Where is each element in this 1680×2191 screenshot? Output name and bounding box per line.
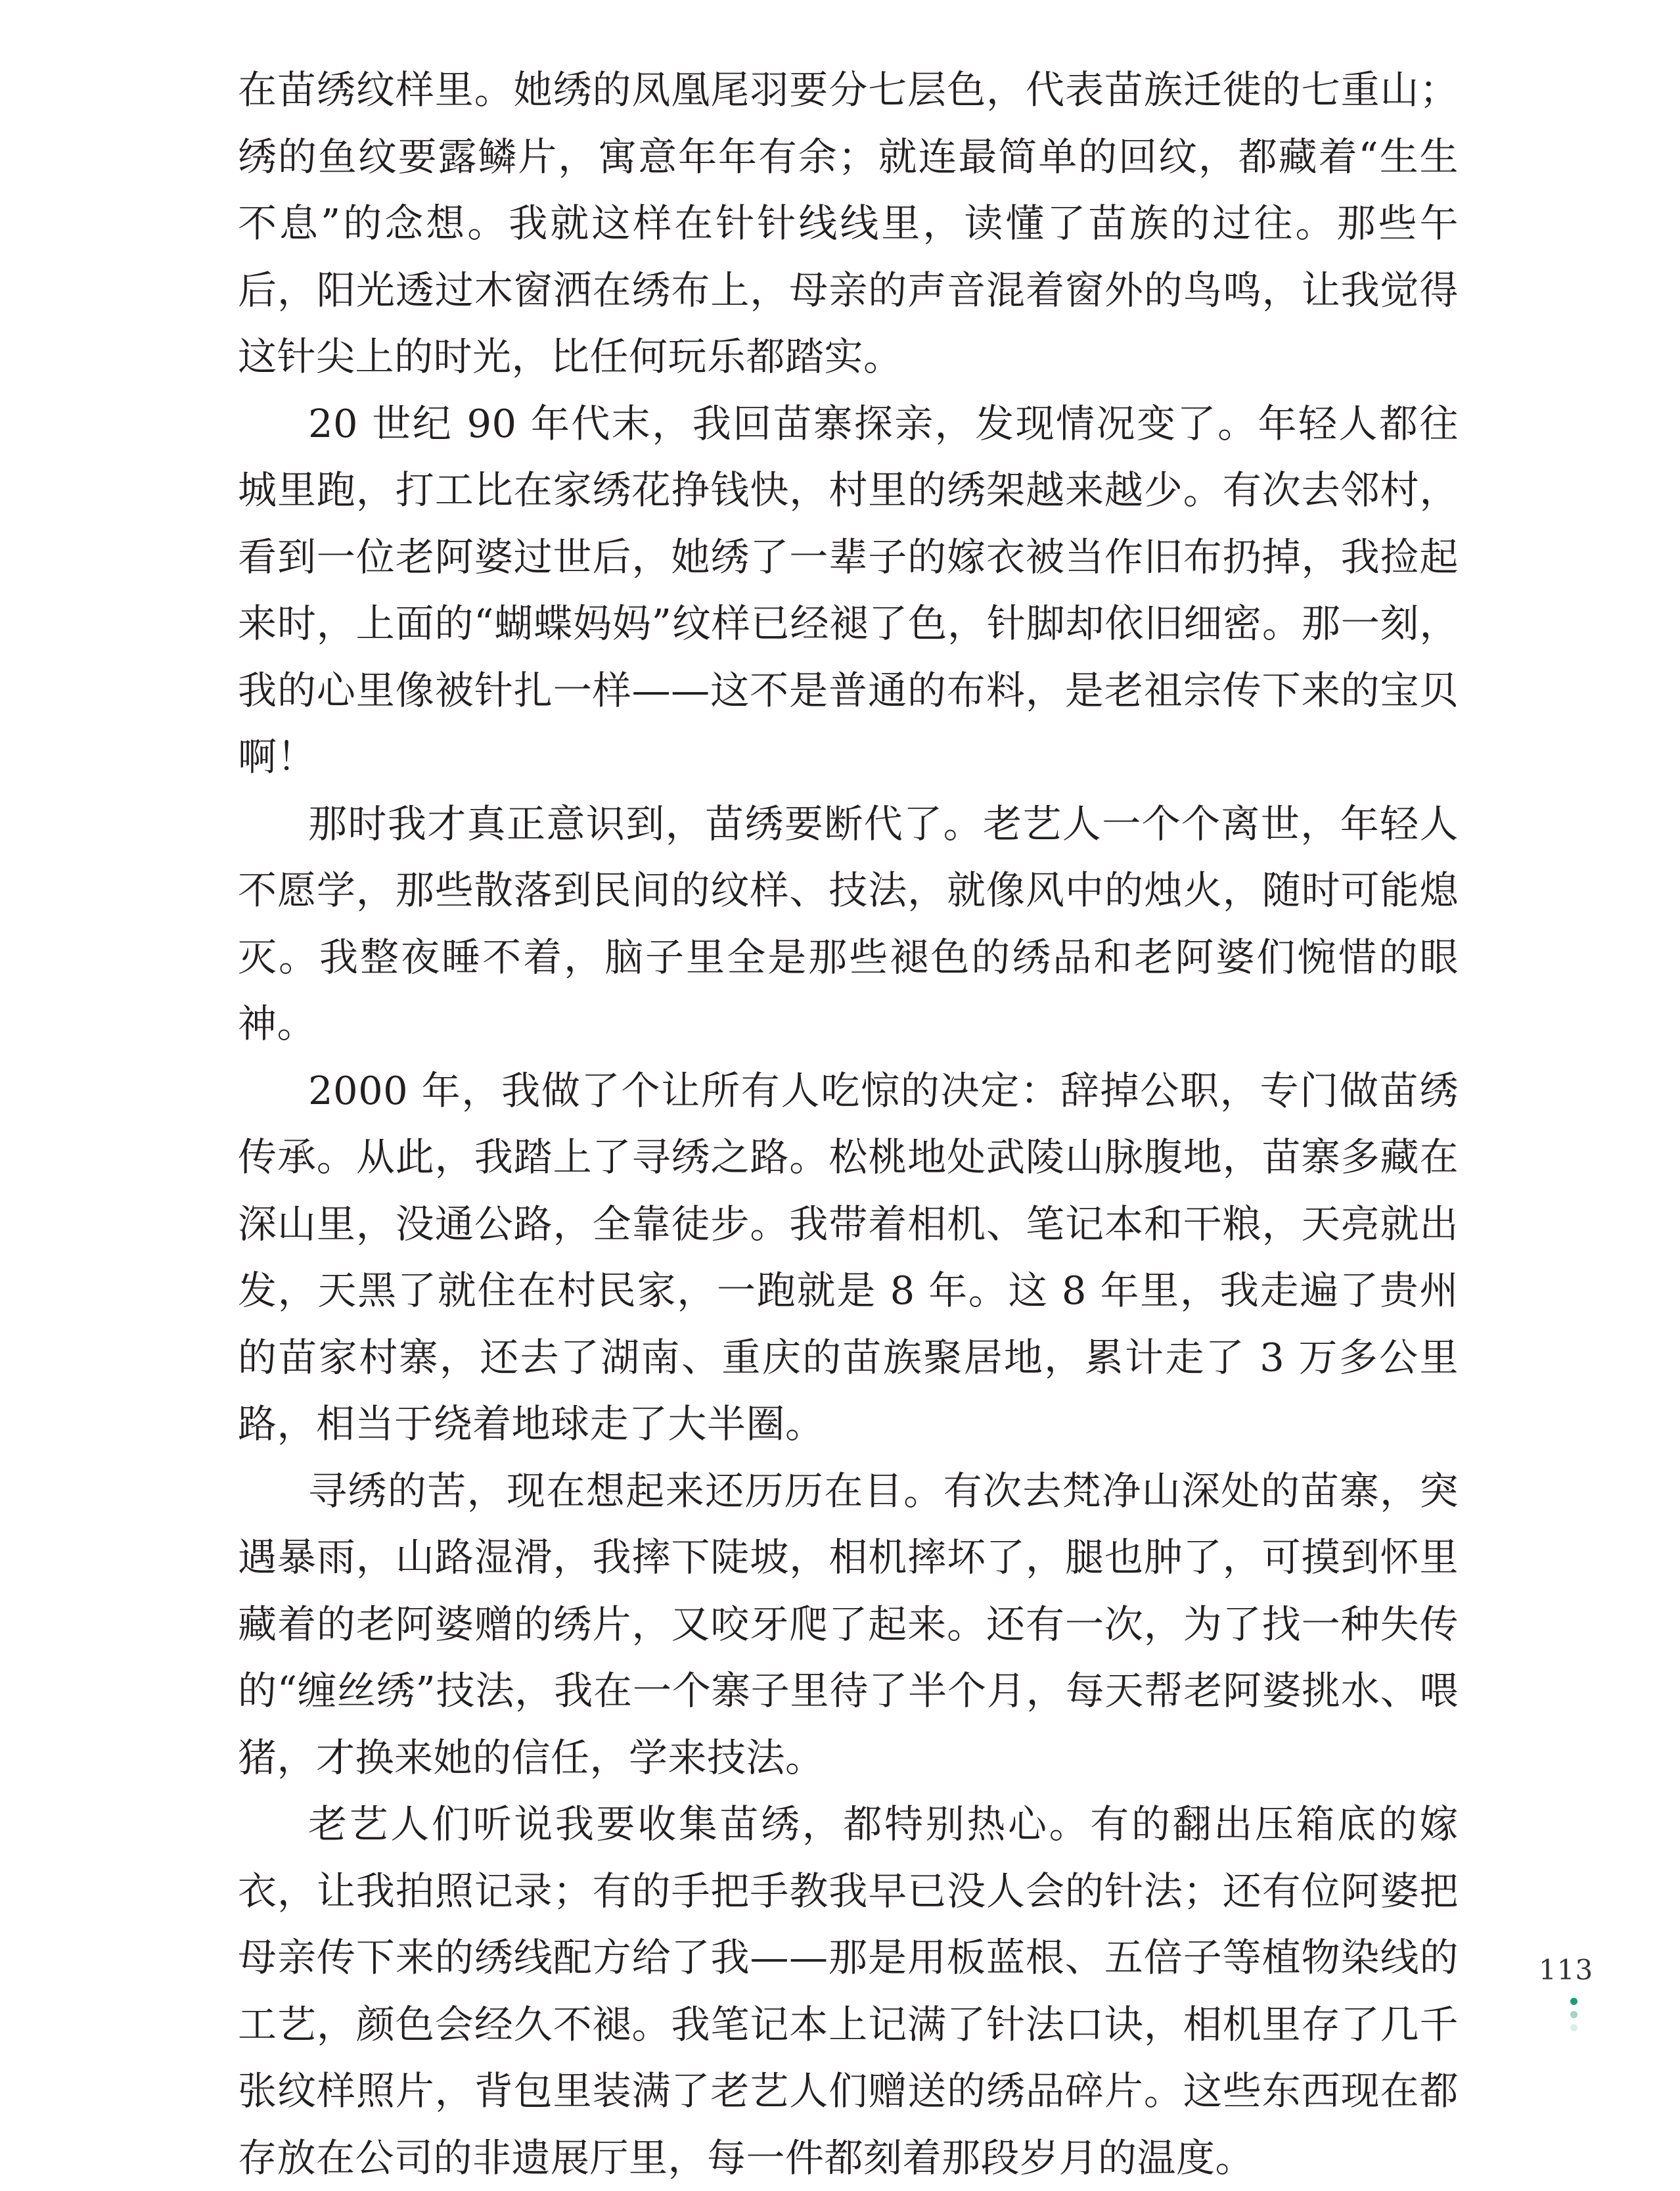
page-decoration-dots bbox=[1570, 1998, 1579, 2037]
decoration-dot-3 bbox=[1570, 2024, 1578, 2031]
paragraph-1: 在苗绣纹样里。她绣的凤凰尾羽要分七层色，代表苗族迁徙的七重山；绣的鱼纹要露鳞片，寓意年年有余；就连最简单的回纹，都藏着“生生不息”的念想。我就这样在针针线线里，读懂了苗族的过往。那些午后，阳光透过木窗洒在绣布上，母亲的声音混着窗外的鸟鸣，让我觉得这针尖上的时光，比任何玩乐都踏实。 bbox=[238, 67, 1459, 379]
decoration-dot-1 bbox=[1570, 1998, 1578, 2005]
paragraph-3: 那时我才真正意识到，苗绣要断代了。老艺人一个个离世，年轻人不愿学，那些散落到民间的纹样、技法，就像风中的烛火，随时可能熄灭。我整夜睡不着，脑子里全是那些褪色的绣品和老阿婆们惋惜的眼神。 bbox=[238, 800, 1459, 1046]
decoration-dot-2 bbox=[1570, 2011, 1578, 2018]
paragraph-4: 2000 年，我做了个让所有人吃惊的决定：辞掉公职，专门做苗绣传承。从此，我踏上了寻绣之路。松桃地处武陵山脉腹地，苗寨多藏在深山里，没通公路，全靠徒步。我带着相机、笔记本和干粮，天亮就出发，天黑了就住在村民家，一跑就是 8 年。这 8 年里，我走遍了贵州的苗家村寨，还去了湖南、重庆的苗族聚居地，累计走了 3 万多公里路，相当于绕着地球走了大半圈。 bbox=[238, 1067, 1459, 1446]
paragraph-5: 寻绣的苦，现在想起来还历历在目。有次去梵净山深处的苗寨，突遇暴雨，山路湿滑，我摔下陡坡，相机摔坏了，腿也肿了，可摸到怀里藏着的老阿婆赠的绣片，又咬牙爬了起来。还有一次，为了找一种失传的“缠丝绣”技法，我在一个寨子里待了半个月，每天帮老阿婆挑水、喂猪，才换来她的信任，学来技法。 bbox=[238, 1467, 1459, 1780]
page-body bbox=[238, 57, 1459, 2191]
page-number: 113 bbox=[1539, 1954, 1594, 1986]
paragraph-2: 20 世纪 90 年代末，我回苗寨探亲，发现情况变了。年轻人都往城里跑，打工比在家绣花挣钱快，村里的绣架越来越少。有次去邻村，看到一位老阿婆过世后，她绣了一辈子的嫁衣被当作旧布扔掉，我捡起来时，上面的“蝴蝶妈妈”纹样已经褪了色，针脚却依旧细密。那一刻，我的心里像被针扎一样——这不是普通的布料，是老祖宗传下来的宝贝啊！ bbox=[238, 400, 1459, 779]
paragraph-6: 老艺人们听说我要收集苗绣，都特别热心。有的翻出压箱底的嫁衣，让我拍照记录；有的手把手教我早已没人会的针法；还有位阿婆把母亲传下来的绣线配方给了我——那是用板蓝根、五倍子等植物染线的工艺，颜色会经久不褪。我笔记本上记满了针法口诀，相机里存了几千张纹样照片，背包里装满了老艺人们赠送的绣品碎片。这些东西现在都存放在公司的非遗展厅里，每一件都刻着那段岁月的温度。 bbox=[238, 1801, 1459, 2180]
